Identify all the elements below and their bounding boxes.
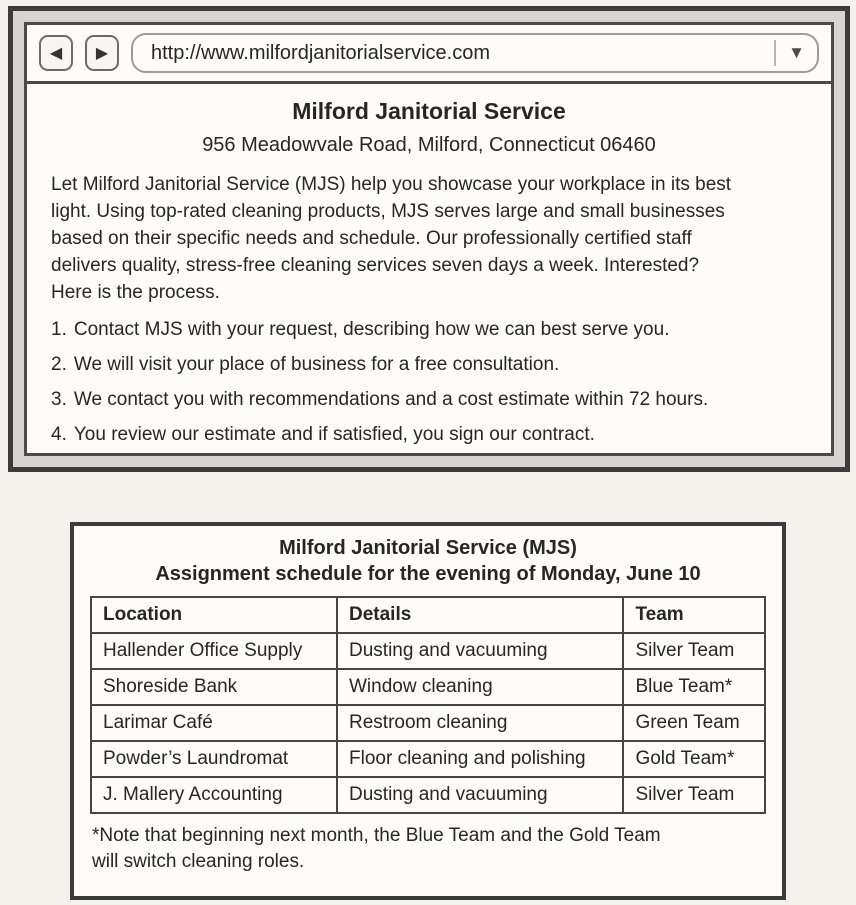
forward-button[interactable] <box>85 35 119 71</box>
schedule-title-line1: Milford Janitorial Service (MJS) <box>279 537 577 559</box>
intro-line: Here is the process. <box>51 282 220 303</box>
footnote-line: will switch cleaning roles. <box>92 851 305 872</box>
cell-location: Shoreside Bank <box>91 669 337 705</box>
cell-location: Larimar Café <box>91 705 337 741</box>
table-row <box>91 741 765 777</box>
table-row <box>91 633 765 669</box>
step-text: We will visit your place of business for a free consultation. <box>73 354 560 375</box>
process-steps-list <box>51 319 807 446</box>
assignment-schedule-box <box>70 522 786 900</box>
assignment-table <box>90 596 766 814</box>
cell-location: J. Mallery Accounting <box>91 777 337 813</box>
cell-team: Silver Team <box>623 633 765 669</box>
webpage-content <box>27 84 831 453</box>
list-item <box>51 424 807 446</box>
cell-details: Window cleaning <box>337 669 623 705</box>
intro-line: light. Using top-rated cleaning products, MJS serves large and small businesses <box>51 201 725 222</box>
column-header-location: Location <box>91 597 337 633</box>
intro-line: delivers quality, stress-free cleaning services seven days a week. Interested? <box>51 255 700 276</box>
cell-details: Dusting and vacuuming <box>337 777 623 813</box>
intro-line: Let Milford Janitorial Service (MJS) help you showcase your workplace in its best <box>51 174 732 195</box>
cell-location: Hallender Office Supply <box>91 633 337 669</box>
cell-details: Dusting and vacuuming <box>337 633 623 669</box>
intro-line: based on their specific needs and schedule. Our professionally certified staff <box>51 228 692 249</box>
page-title: Milford Janitorial Service <box>292 98 566 124</box>
column-header-team: Team <box>623 597 765 633</box>
cell-location: Powder’s Laundromat <box>91 741 337 777</box>
url-dropdown-icon[interactable]: ▼ <box>788 43 805 62</box>
browser-inner-frame <box>24 22 834 456</box>
cell-team: Green Team <box>623 705 765 741</box>
table-header-row <box>91 597 765 633</box>
table-row <box>91 705 765 741</box>
cell-team: Silver Team <box>623 777 765 813</box>
url-text: http://www.milfordjanitorialservice.com <box>151 41 490 64</box>
schedule-footnote <box>92 823 764 875</box>
address-bar[interactable] <box>131 33 819 73</box>
step-number: 1. <box>51 319 67 340</box>
business-address: 956 Meadowvale Road, Milford, Connecticut 06460 <box>202 134 656 156</box>
step-text: You review our estimate and if satisfied, you sign our contract. <box>73 424 595 445</box>
intro-paragraph <box>51 171 807 306</box>
cell-details: Restroom cleaning <box>337 705 623 741</box>
list-item <box>51 389 807 411</box>
back-button[interactable] <box>39 35 73 71</box>
step-text: Contact MJS with your request, describing how we can best serve you. <box>73 319 670 340</box>
table-row <box>91 777 765 813</box>
step-number: 3. <box>51 389 67 410</box>
step-number: 4. <box>51 424 67 445</box>
address-bar-divider <box>774 40 776 66</box>
cell-team: Gold Team* <box>623 741 765 777</box>
list-item <box>51 319 807 341</box>
forward-arrow-icon: ▶ <box>95 45 109 62</box>
schedule-title-line2: Assignment schedule for the evening of Monday, June 10 <box>155 563 701 585</box>
step-text: We contact you with recommendations and a cost estimate within 72 hours. <box>73 389 709 410</box>
cell-details: Floor cleaning and polishing <box>337 741 623 777</box>
cell-team: Blue Team* <box>623 669 765 705</box>
browser-window <box>8 6 850 472</box>
footnote-line: *Note that beginning next month, the Blue Team and the Gold Team <box>92 825 661 846</box>
back-arrow-icon: ◀ <box>49 45 63 62</box>
list-item <box>51 354 807 376</box>
table-row <box>91 669 765 705</box>
browser-toolbar <box>27 25 831 84</box>
step-number: 2. <box>51 354 67 375</box>
column-header-details: Details <box>337 597 623 633</box>
